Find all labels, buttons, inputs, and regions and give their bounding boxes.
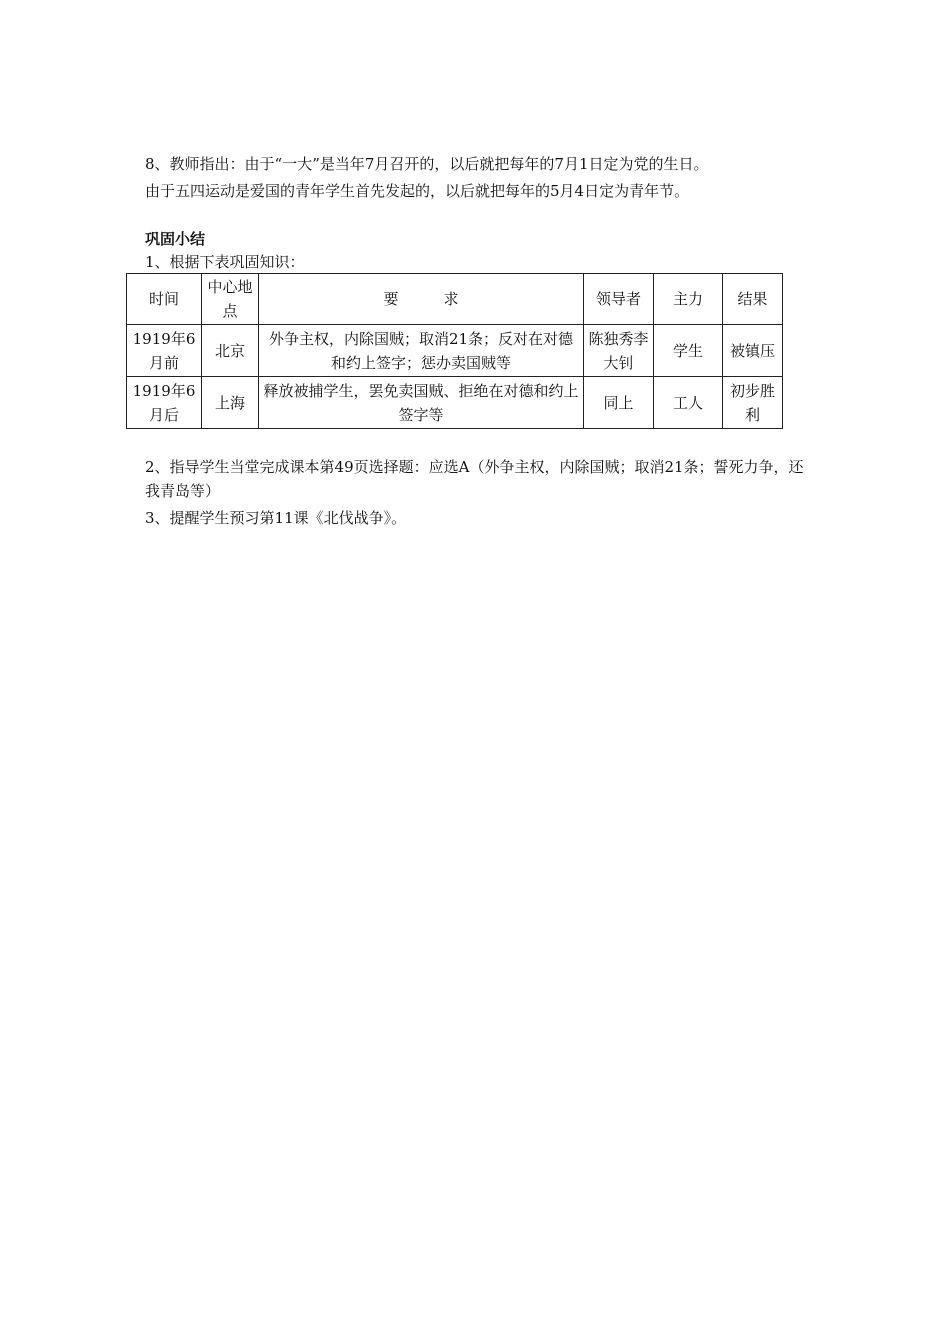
- header-cell-leader: 领导者: [584, 274, 654, 325]
- table-header-row: [127, 274, 783, 325]
- table-cell: 释放被捕学生，罢免卖国贼、拒绝在对德和约上签字等: [259, 377, 584, 429]
- header-cell-force: 主力: [654, 274, 723, 325]
- table-cell: 同上: [584, 377, 654, 429]
- list-item-3: 3、提醒学生预习第11课《北伐战争》。: [145, 509, 407, 527]
- list-item-2: 2、指导学生当堂完成课本第49页选择题：应选A（外争主权，内除国贼；取消21条；誓死力争，还我青岛等）: [145, 458, 804, 500]
- header-cell-place: 中心地点: [202, 274, 259, 325]
- table-cell: 1919年6月后: [127, 377, 202, 429]
- table-cell: 外争主权，内除国贼；取消21条；反对在对德和约上签字；惩办卖国贼等: [259, 325, 584, 377]
- section-heading: 巩固小结: [145, 230, 206, 248]
- header-cell-time: 时间: [127, 274, 202, 325]
- header-cell-demands: 要 求: [259, 274, 584, 325]
- table-cell: 1919年6 月前: [127, 325, 202, 377]
- paragraph-8-line-2: 由于五四运动是爱国的青年学生首先发起的，以后就把每年的5月4日定为青年节。: [145, 182, 690, 200]
- table-cell: 初步胜利: [723, 377, 783, 429]
- table-row: [127, 377, 783, 429]
- list-item-1: 1、根据下表巩固知识：: [145, 253, 305, 271]
- header-cell-result: 结果: [723, 274, 783, 325]
- table-cell: 学生: [654, 325, 723, 377]
- table-cell: 北京: [202, 325, 259, 377]
- summary-table: [126, 273, 783, 429]
- table-cell: 上海: [202, 377, 259, 429]
- table-cell: 工人: [654, 377, 723, 429]
- table-row: [127, 325, 783, 377]
- table-cell: 陈独秀李大钊: [584, 325, 654, 377]
- table-cell: 被镇压: [723, 325, 783, 377]
- paragraph-8-line-1: 8、教师指出：由于“一大”是当年7月召开的，以后就把每年的7月1日定为党的生日。: [145, 155, 709, 173]
